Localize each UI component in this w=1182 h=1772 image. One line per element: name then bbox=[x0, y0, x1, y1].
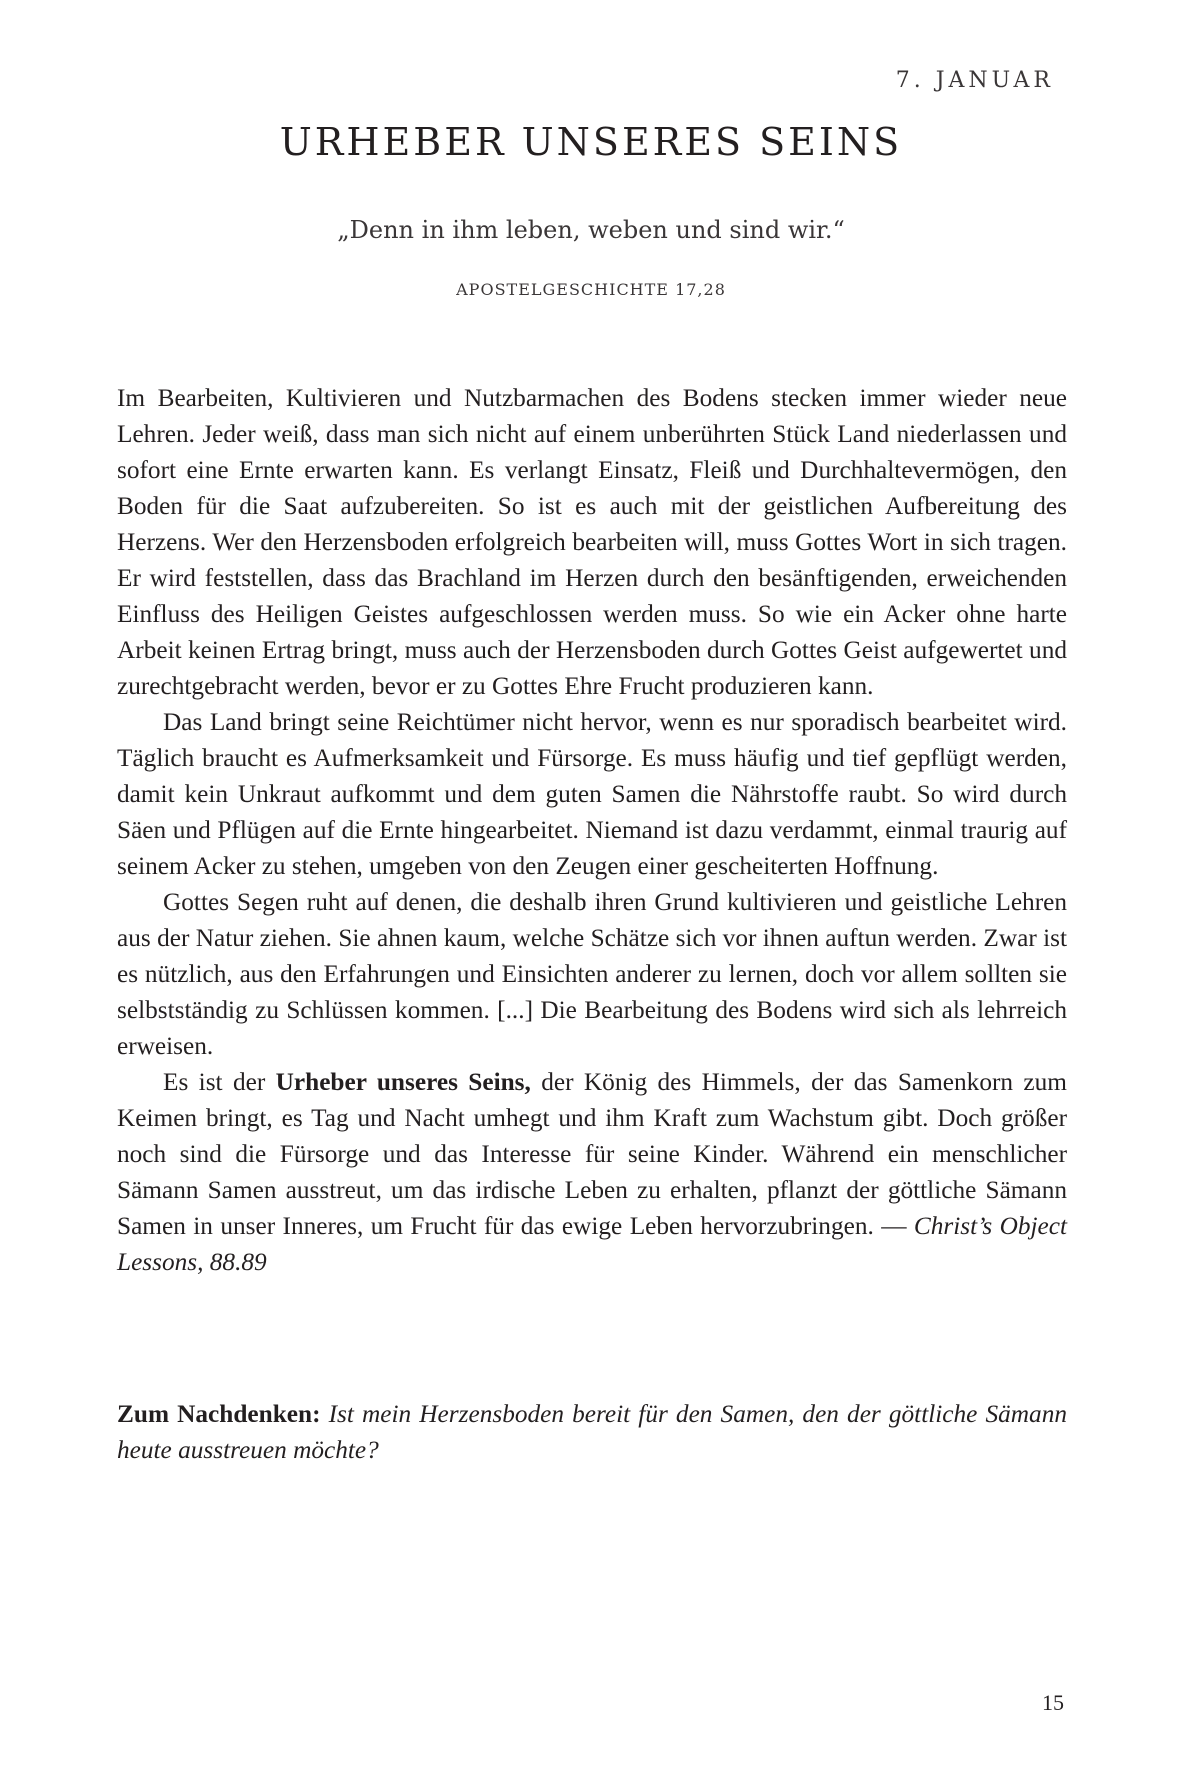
quote-source: Christ’s Object Lessons, 88.89 bbox=[117, 1212, 1068, 1276]
paragraph-2: Das Land bringt seine Reichtümer nicht hervor, wenn es nur sporadisch bearbeitet wird. Täglich braucht es Aufmerksamkeit und Fürsorge. Es muss häufig und tief gepflügt werden, damit kein Unkraut aufkommt und dem guten Samen die Nährstoffe raubt. So wird durch Säen und Pflügen auf die Ernte hingearbeitet. Niemand ist dazu verdammt, einmal traurig auf seinem Acker zu stehen, umgeben von den Zeugen einer gescheiterten Hoffnung. bbox=[117, 708, 1067, 880]
paragraph-4-rest: der König des Himmels, der das Samenkorn zum Keimen bringt, es Tag und Nacht umhegt und ihm Kraft zum Wachstum gibt. Doch größer noch sind die Fürsorge und das Interesse für seine Kinder. Während ein menschlicher Sämann Samen ausstreut, um das irdische Leben zu erhalten, pflanzt der göttliche Sämann Samen in unser Inneres, um Frucht für das ewige Leben hervorzubringen. — bbox=[117, 1068, 1067, 1240]
page-date-header: 7. JANUAR bbox=[895, 68, 1054, 93]
paragraph-4 bbox=[117, 1064, 1067, 1280]
devotional-body bbox=[117, 380, 1067, 1280]
paragraph-4-start: Es ist der bbox=[163, 1068, 276, 1096]
reflection-label: Zum Nachdenken: bbox=[117, 1400, 321, 1428]
page-number: 15 bbox=[1042, 1690, 1064, 1715]
paragraph-3: Gottes Segen ruht auf denen, die deshalb ihren Grund kultivieren und geistliche Lehren aus der Natur ziehen. Sie ahnen kaum, welche Schätze sich vor ihnen auftun werden. Zwar ist es nützlich, aus den Erfahrungen und Einsichten anderer zu lernen, doch vor allem sollten sie selbstständig zu Schlüssen kommen. [...] Die Bearbeitung des Bodens wird sich als lehrreich erweisen. bbox=[117, 888, 1067, 1060]
paragraph-4-emphasis: Urheber unseres Seins, bbox=[275, 1068, 531, 1096]
bible-verse: „Denn in ihm leben, weben und sind wir.“ bbox=[337, 216, 845, 244]
reflection-question: Ist mein Herzensboden bereit für den Samen, den der göttliche Sämann heute ausstreuen möchte? bbox=[117, 1400, 1067, 1464]
page-title: URHEBER UNSERES SEINS bbox=[279, 120, 903, 164]
paragraph-1: Im Bearbeiten, Kultivieren und Nutzbarmachen des Bodens stecken immer wieder neue Lehren. Jeder weiß, dass man sich nicht auf einem unberührten Stück Land niederlassen und sofort eine Ernte erwarten kann. Es verlangt Einsatz, Fleiß und Durchhaltevermögen, den Boden für die Saat aufzubereiten. So ist es auch mit der geistlichen Aufbereitung des Herzens. Wer den Herzensboden erfolgreich bearbeiten will, muss Gottes Wort in sich tragen. Er wird feststellen, dass das Brachland im Herzen durch den besänftigenden, erweichenden Einfluss des Heiligen Geistes aufgeschlossen werden muss. So wie ein Acker ohne harte Arbeit keinen Ertrag bringt, muss auch der Herzensboden durch Gottes Geist aufgewertet und zurechtgebracht werden, bevor er zu Gottes Ehre Frucht produzieren kann. bbox=[117, 384, 1067, 700]
verse-reference: APOSTELGESCHICHTE 17,28 bbox=[456, 280, 726, 299]
reflection-block bbox=[117, 1396, 1067, 1468]
